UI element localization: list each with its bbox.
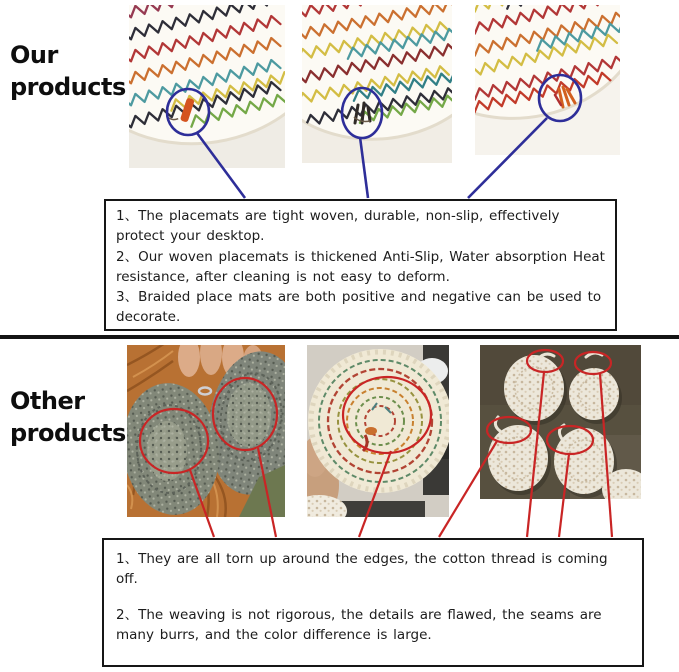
photo-our-placemat-2 [302, 5, 452, 163]
photo-our-placemat-3 [475, 5, 620, 155]
our-products-heading: Our products [10, 41, 126, 101]
woven-round-mat [308, 349, 449, 493]
our-products-note-box [104, 199, 617, 331]
photo-other-mats-set [480, 345, 641, 499]
note-line: 1、They are all torn up around the edges, the cotton thread is coming off. [116, 551, 608, 588]
photo-other-coasters-grey [127, 345, 285, 517]
other-products-heading: Other products [10, 387, 126, 447]
note-line: 3、Braided place mats are both positive and negative can be used to decorate. [116, 289, 602, 326]
photo-our-placemat-1 [129, 5, 285, 168]
photo-other-round-mat [307, 345, 449, 517]
other-products-note-box [102, 538, 644, 667]
note-line: 2、The weaving is not rigorous, the details are flawed, the seams are many burrs, and the color difference is large. [116, 606, 602, 643]
note-line: 1、The placemats are tight woven, durable, non-slip, effectively protect your desktop. [116, 208, 560, 245]
section-divider [0, 335, 679, 339]
note-line: 2、Our woven placemats is thickened Anti-Slip, Water absorption Heat resistance, after cleaning is not easy to deform. [116, 248, 605, 285]
